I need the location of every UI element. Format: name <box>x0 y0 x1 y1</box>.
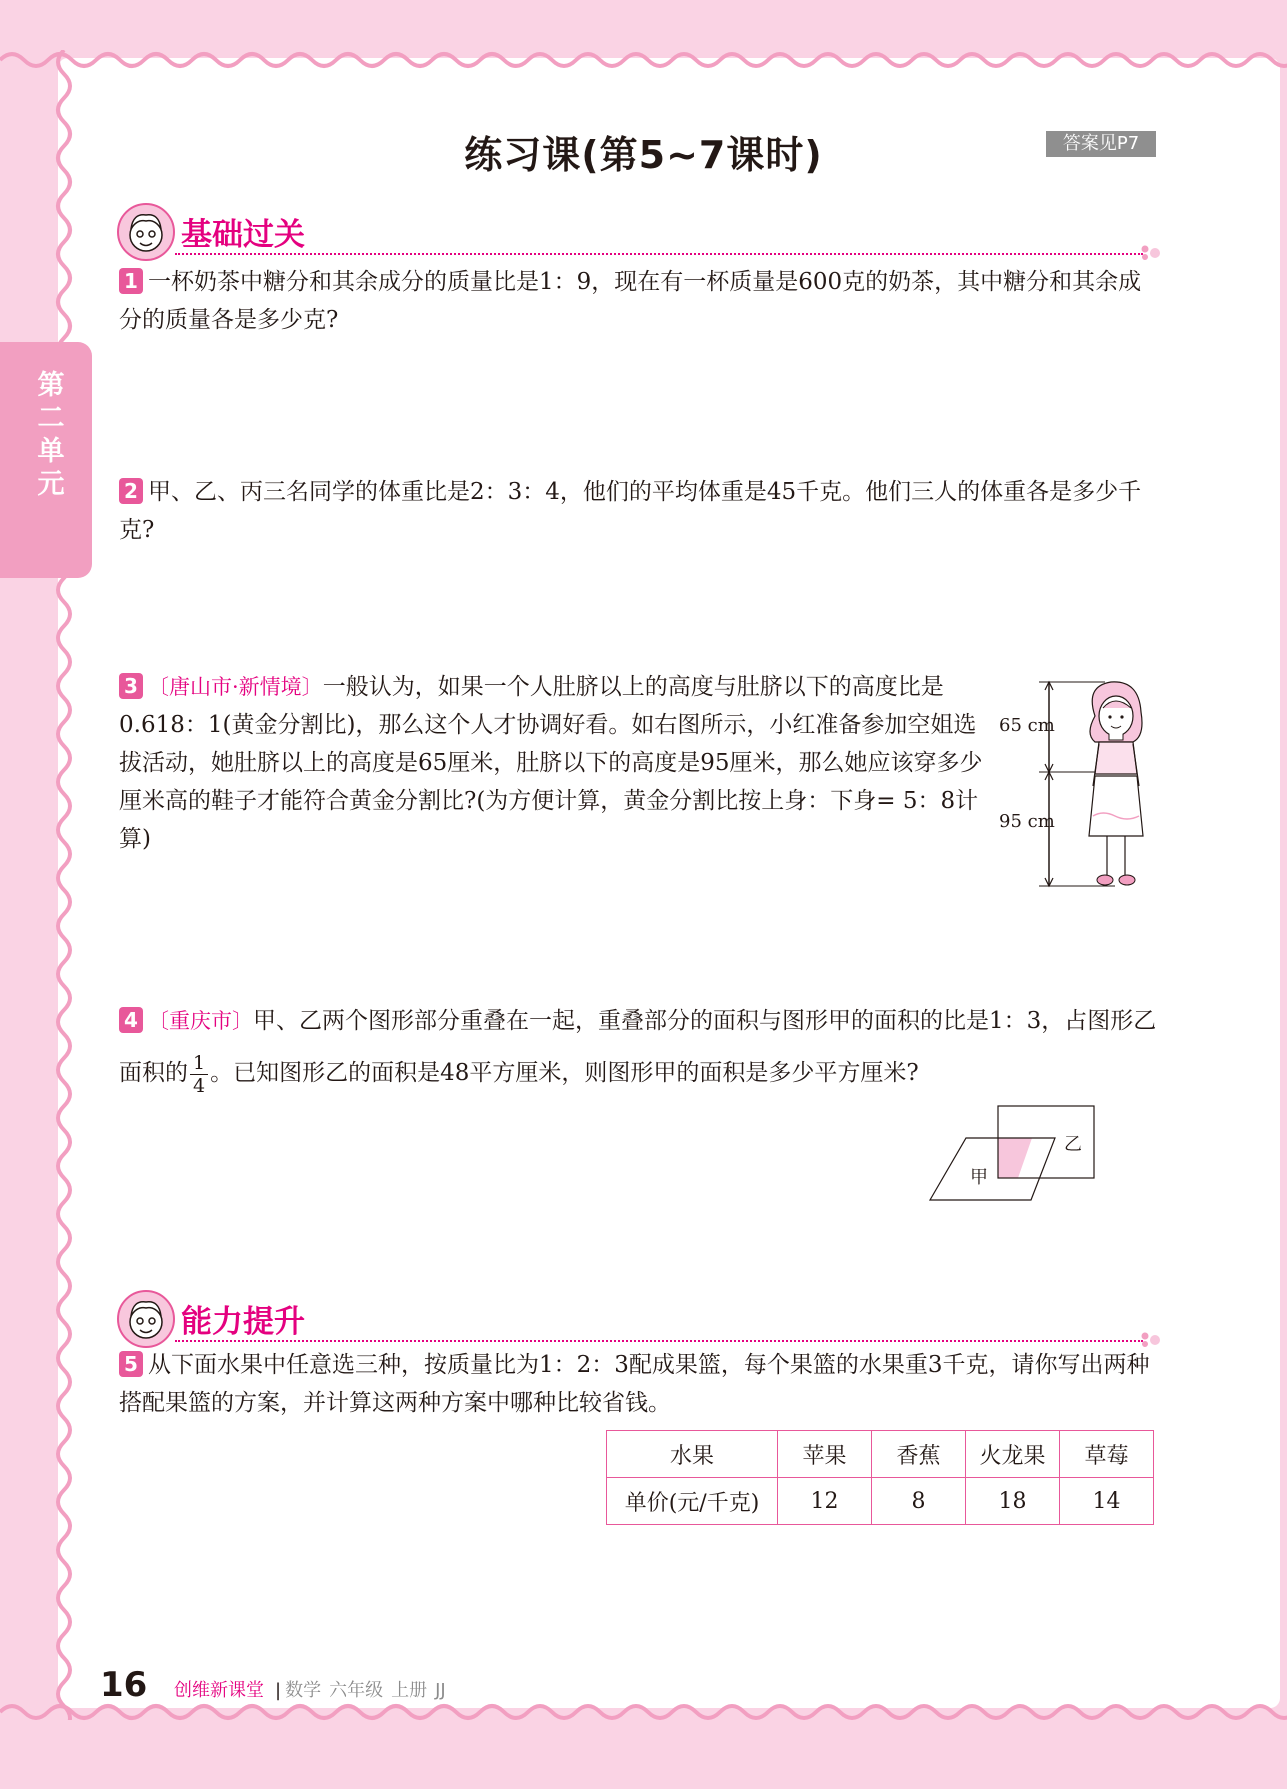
question-number-badge: 3 <box>119 673 143 699</box>
section-header-advanced <box>117 1290 1165 1352</box>
question-1 <box>119 263 1159 339</box>
footer-edition: JJ <box>435 1680 446 1701</box>
table-row-header: 水果 <box>607 1431 778 1478</box>
section-divider <box>175 253 1143 255</box>
table-row-header: 单价(元/千克) <box>607 1478 778 1525</box>
fraction-denominator: 4 <box>193 1074 206 1097</box>
footer-book-info: | 数学 六年级 上册 JJ <box>275 1680 446 1701</box>
upper-height-label: 65 cm <box>999 715 1055 736</box>
question-text: 一杯奶茶中糖分和其余成分的质量比是1：9，现在有一杯质量是600克的奶茶，其中糖分和其余成分的质量各是多少克? <box>119 269 1142 333</box>
question-text-part1: 甲、乙两个图形部分重叠在一起，重叠部分的面积与图形甲的面积的比是1：3，占图形乙面积的 <box>119 1008 1157 1086</box>
page-title: 练习课(第5~7课时) <box>464 133 823 177</box>
footer-grade: 六年级 <box>329 1680 384 1701</box>
mascot-icon <box>117 1290 175 1348</box>
left-wave-border <box>48 50 78 1720</box>
question-number-badge: 1 <box>119 268 143 294</box>
section-header-basic <box>117 203 1165 265</box>
fraction-numerator: 1 <box>190 1052 208 1075</box>
table-row <box>607 1478 1154 1525</box>
section-label: 能力提升 <box>181 1304 305 1340</box>
table-cell: 12 <box>778 1478 872 1525</box>
question-2 <box>119 473 1159 549</box>
shape-yi-label: 乙 <box>1064 1134 1082 1155</box>
table-cell: 18 <box>966 1478 1060 1525</box>
top-wave-border <box>0 44 1287 74</box>
table-cell: 8 <box>872 1478 966 1525</box>
question-source-tag: 〔唐山市·新情境〕 <box>148 675 323 699</box>
fraction-one-quarter <box>190 1052 208 1097</box>
shape-jia-label: 甲 <box>970 1167 988 1188</box>
question-number-badge: 5 <box>119 1351 143 1377</box>
question-text: 甲、乙、丙三名同学的体重比是2：3：4，他们的平均体重是45千克。他们三人的体重各是多少千克? <box>119 479 1142 543</box>
question-4 <box>119 995 1159 1099</box>
decor-dots-icon <box>1139 243 1169 263</box>
question-3 <box>119 668 985 858</box>
mascot-icon <box>117 203 175 261</box>
table-cell: 苹果 <box>778 1431 872 1478</box>
question-text-part2: 。已知图形乙的面积是48平方厘米，则图形甲的面积是多少平方厘米? <box>210 1060 919 1086</box>
question-number-badge: 4 <box>119 1007 143 1033</box>
table-cell: 14 <box>1060 1478 1154 1525</box>
section-label: 基础过关 <box>181 217 305 253</box>
table-cell: 草莓 <box>1060 1431 1154 1478</box>
question-text: 从下面水果中任意选三种，按质量比为1：2：3配成果篮，每个果篮的水果重3千克，请你写出两种搭配果篮的方案，并计算这两种方案中哪种比较省钱。 <box>119 1352 1150 1416</box>
footer-volume: 上册 <box>391 1680 428 1701</box>
table-cell: 火龙果 <box>966 1431 1060 1478</box>
fruit-price-table <box>606 1430 1154 1525</box>
table-cell: 香蕉 <box>872 1431 966 1478</box>
question-number-badge: 2 <box>119 478 143 504</box>
answer-reference-badge: 答案见P7 <box>1046 131 1156 157</box>
question-source-tag: 〔重庆市〕 <box>148 1009 253 1033</box>
unit-tab-label: 第二单元 <box>32 370 64 502</box>
footer-brand: 创维新课堂 <box>174 1680 264 1701</box>
question-text: 一般认为，如果一个人肚脐以上的高度与肚脐以下的高度比是0.618：1(黄金分割比)，那么这个人才协调好看。如右图所示，小红准备参加空姐选拔活动，她肚脐以上的高度是65厘米，肚脐以下的高度是95厘米，那么她应该穿多少厘米高的鞋子才能符合黄金分割比?(为方便计算，黄金分割比按上身：下身= 5：8计算) <box>119 674 983 852</box>
table-row <box>607 1431 1154 1478</box>
lower-height-label: 95 cm <box>999 811 1055 832</box>
bottom-wave-border <box>0 1700 1287 1730</box>
page-number: 16 <box>100 1665 148 1705</box>
question-5 <box>119 1346 1159 1422</box>
girl-height-figure <box>995 676 1165 890</box>
footer-subject: 数学 <box>285 1680 322 1701</box>
section-divider <box>175 1340 1143 1342</box>
